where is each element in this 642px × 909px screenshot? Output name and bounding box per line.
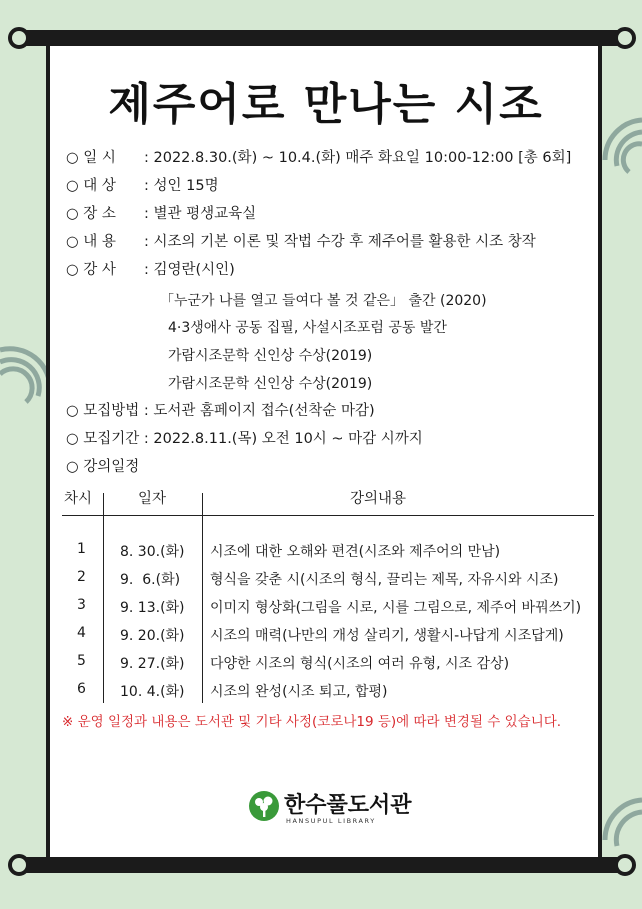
info-instructor-label: ○ 강 사 bbox=[66, 262, 116, 278]
info-target bbox=[66, 176, 219, 196]
info-date-label: ○ 일 시 bbox=[66, 150, 116, 166]
scroll-rod-bottom bbox=[22, 857, 620, 873]
table-row bbox=[0, 541, 642, 563]
table-header-date: 일자 bbox=[138, 491, 167, 507]
scroll-knob-bottom-right bbox=[614, 854, 636, 876]
info-content bbox=[66, 232, 536, 252]
scroll-knob-top-left bbox=[8, 27, 30, 49]
scroll-edge-left bbox=[46, 45, 50, 857]
row-date: 9. 13.(화) bbox=[120, 600, 185, 616]
row-session: 5 bbox=[77, 653, 86, 669]
info-place-label: ○ 장 소 bbox=[66, 206, 116, 222]
table-row bbox=[0, 597, 642, 619]
row-content: 이미지 형상화(그림을 시로, 시를 그림으로, 제주어 바꿔쓰기) bbox=[210, 600, 582, 616]
table-row bbox=[0, 681, 642, 703]
row-content: 다양한 시조의 형식(시조의 여러 유형, 시조 감상) bbox=[210, 656, 510, 672]
scroll-rod-top bbox=[22, 30, 620, 46]
table-header-session: 차시 bbox=[64, 491, 93, 507]
table-row bbox=[0, 625, 642, 647]
row-content: 시조의 완성(시조 퇴고, 합평) bbox=[210, 684, 388, 700]
info-date bbox=[66, 148, 571, 168]
scroll-edge-right bbox=[598, 45, 602, 857]
instructor-note-4: 가람시조문학 신인상 수상(2019) bbox=[168, 376, 373, 392]
info-content-label: ○ 내 용 bbox=[66, 234, 116, 250]
info-instructor-value: : 김영란(시인) bbox=[144, 262, 235, 278]
info-instructor bbox=[66, 260, 235, 280]
library-name-english: HANSUPUL LIBRARY bbox=[286, 817, 376, 825]
row-date: 10. 4.(화) bbox=[120, 684, 185, 700]
info-target-label: ○ 대 상 bbox=[66, 178, 116, 194]
row-session: 4 bbox=[77, 625, 86, 641]
info-target-value: : 성인 15명 bbox=[144, 178, 219, 194]
row-content: 형식을 갖춘 시(시조의 형식, 끌리는 제목, 자유시와 시조) bbox=[210, 572, 559, 588]
row-session: 3 bbox=[77, 597, 86, 613]
row-session: 1 bbox=[77, 541, 86, 557]
recruit-method: ○ 모집방법 : 도서관 홈페이지 접수(선착순 마감) bbox=[66, 403, 375, 419]
instructor-note-3: 가람시조문학 신인상 수상(2019) bbox=[168, 348, 373, 364]
row-date: 9. 27.(화) bbox=[120, 656, 185, 672]
info-content-value: : 시조의 기본 이론 및 작법 수강 후 제주어를 활용한 시조 창작 bbox=[144, 234, 536, 250]
info-place-value: : 별관 평생교육실 bbox=[144, 206, 257, 222]
instructor-note-1: 「누군가 나를 열고 들여다 볼 것 같은」 출간 (2020) bbox=[160, 293, 487, 309]
table-header-content: 강의내용 bbox=[350, 491, 407, 507]
schedule-heading: ○ 강의일정 bbox=[66, 459, 140, 475]
scroll-knob-bottom-left bbox=[8, 854, 30, 876]
instructor-note-2: 4·3생애사 공동 집필, 사설시조포럼 공동 발간 bbox=[168, 320, 447, 336]
page-title: 제주어로 만나는 시조 bbox=[108, 79, 544, 130]
row-content: 시조에 대한 오해와 편견(시조와 제주어의 만남) bbox=[210, 544, 501, 560]
recruit-period: ○ 모집기간 : 2022.8.11.(목) 오전 10시 ~ 마감 시까지 bbox=[66, 431, 423, 447]
row-session: 2 bbox=[77, 569, 86, 585]
row-date: 9. 20.(화) bbox=[120, 628, 185, 644]
table-row bbox=[0, 653, 642, 675]
notice-text: ※ 운영 일정과 내용은 도서관 및 기타 사정(코로나19 등)에 따라 변경될 수 있습니다. bbox=[62, 714, 562, 730]
tree-logo-icon bbox=[248, 790, 280, 822]
info-date-value: : 2022.8.30.(화) ~ 10.4.(화) 매주 화요일 10:00-12:00 [총 6회] bbox=[144, 150, 572, 166]
table-header-rule bbox=[62, 515, 594, 516]
scroll-knob-top-right bbox=[614, 27, 636, 49]
info-place bbox=[66, 204, 256, 224]
row-session: 6 bbox=[77, 681, 86, 697]
library-name: 한수풀도서관 bbox=[284, 793, 412, 818]
wave-decoration-right-top bbox=[600, 110, 642, 220]
row-date: 9. 6.(화) bbox=[120, 572, 181, 588]
row-date: 8. 30.(화) bbox=[120, 544, 185, 560]
row-content: 시조의 매력(나만의 개성 살리기, 생활시-나답게 시조답게) bbox=[210, 628, 564, 644]
table-row bbox=[0, 569, 642, 591]
library-logo[interactable] bbox=[248, 788, 412, 828]
